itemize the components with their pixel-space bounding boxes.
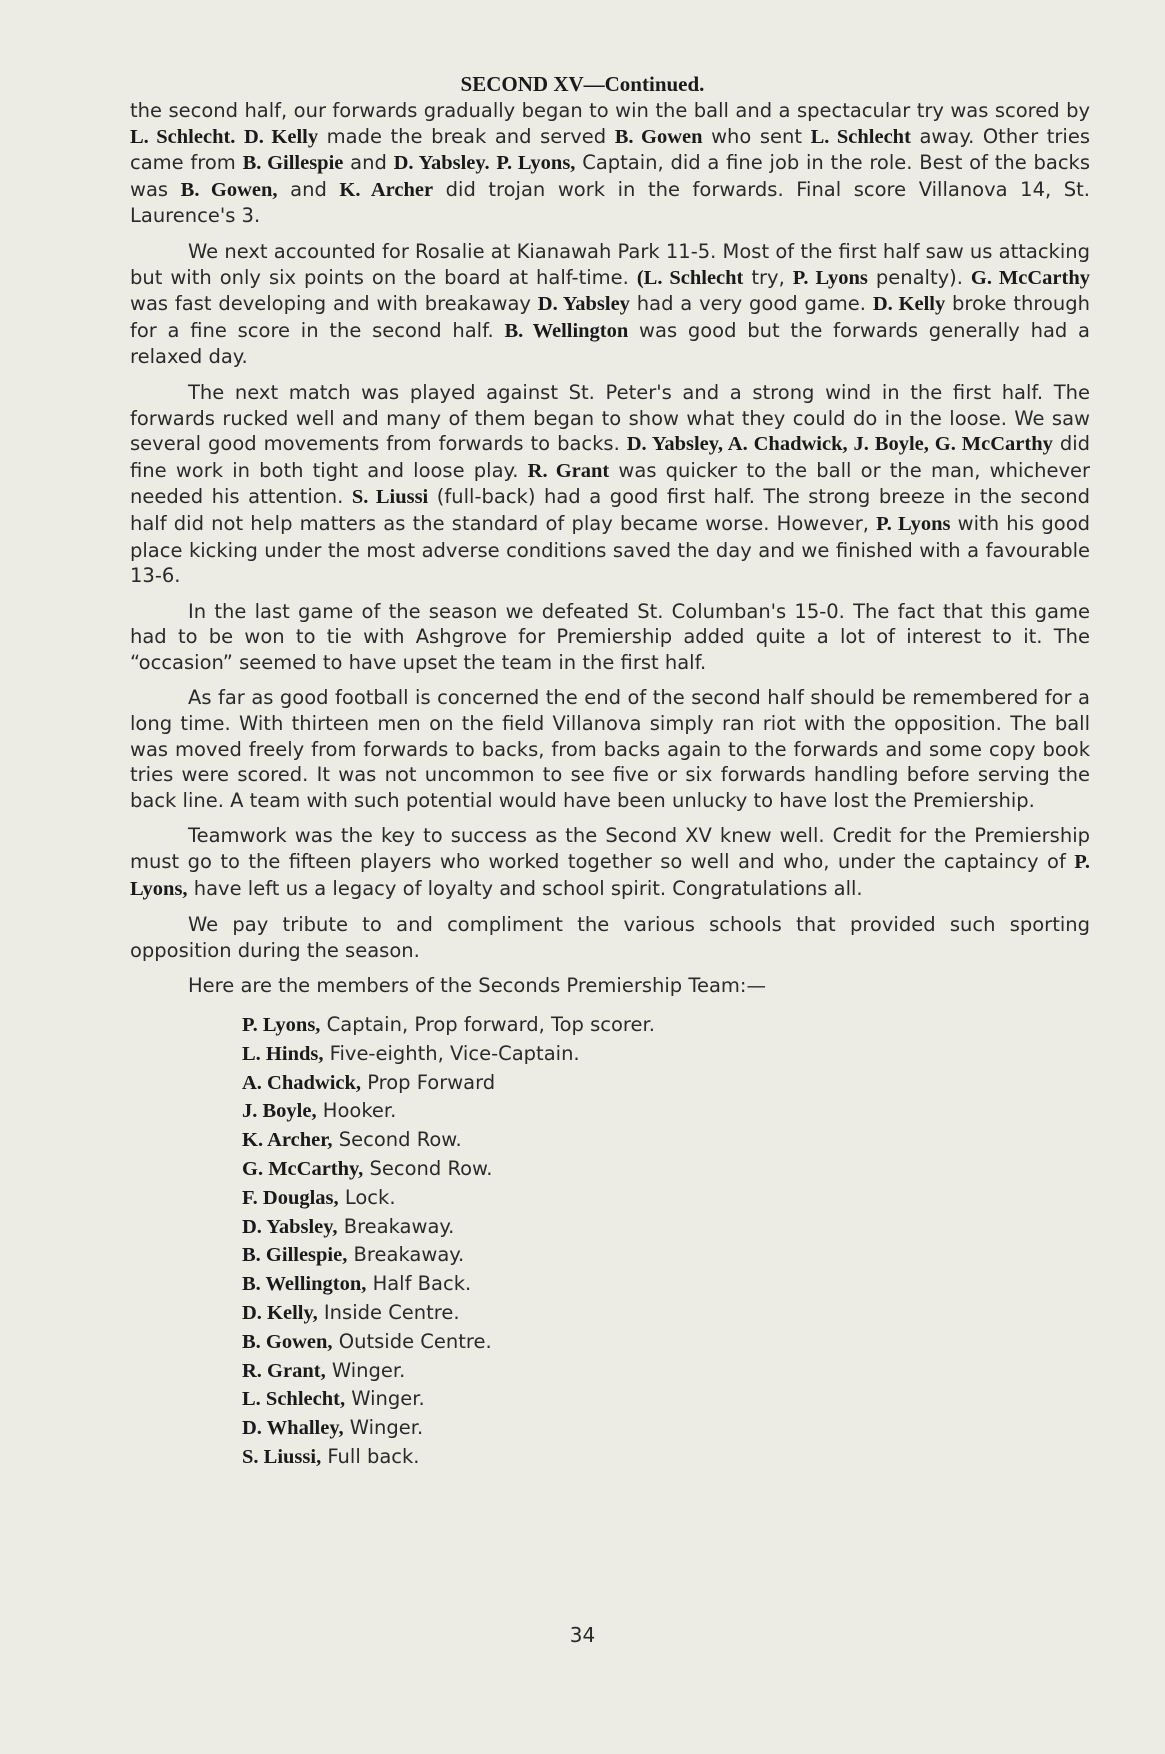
team-member-name: B. Gowen,	[242, 1330, 333, 1353]
player-name: R. Grant	[527, 459, 610, 482]
paragraph: Teamwork was the key to success as the Second XV knew well. Credit for the Premiership must go to the fifteen players who worked together so well and who, under the captaincy of P. Lyons, have left us a legacy of loyalty and school spirit. Congratulations all.	[130, 824, 1090, 900]
team-member-role: Outside Centre.	[332, 1329, 492, 1353]
page-heading: SECOND XV—Continued.	[460, 72, 705, 96]
team-member	[242, 1357, 1090, 1386]
player-name: B. Gowen	[614, 125, 703, 148]
player-name: D. Yabsley, A. Chadwick, J. Boyle, G. McCarthy	[626, 433, 1053, 456]
player-name: L. Schlecht.	[130, 125, 236, 148]
team-member-role: Half Back.	[366, 1272, 472, 1296]
paragraph: We pay tribute to and compliment the various schools that provided such sporting opposition during the season.	[130, 913, 1090, 962]
team-member-name: L. Hinds,	[242, 1042, 324, 1065]
player-name: P. Lyons	[876, 512, 951, 535]
player-name: B. Gillespie	[242, 152, 344, 175]
team-member	[242, 1443, 1090, 1472]
team-member-role: Breakaway.	[337, 1214, 455, 1238]
team-member-name: P. Lyons,	[242, 1014, 321, 1036]
team-member-name: S. Liussi,	[242, 1445, 322, 1468]
team-member-role: Hooker.	[316, 1099, 397, 1123]
paragraph: the second half, our forwards gradually began to win the ball and a spectacular try was scored by L. Schlecht. D. Kelly made the break and served B. Gowen who sent L. Schlecht away. Other tries came from B. Gillespie and D. Yabsley. P. Lyons, Captain, did a fine job in the role. Best of the backs was B. Gowen, and K. Archer did trojan work in the forwards. Final score Villanova 14, St. Laurence's 3.	[130, 99, 1090, 228]
team-member-name: A. Chadwick,	[242, 1071, 362, 1094]
player-name: L. Schlecht	[810, 125, 911, 148]
team-member-name: G. McCarthy,	[242, 1157, 364, 1180]
team-member	[242, 1241, 1090, 1270]
team-member-role: Inside Centre.	[317, 1300, 460, 1324]
paragraph: The next match was played against St. Peter's and a strong wind in the first half. The forwards rucked well and many of them began to show what they could do in the loose. We saw several good movements from forwards to backs. D. Yabsley, A. Chadwick, J. Boyle, G. McCarthy did fine work in both tight and loose play. R. Grant was quicker to the ball or the man, whichever needed his attention. S. Liussi (full-back) had a good first half. The strong breeze in the second half did not help matters as the standard of play became worse. However, P. Lyons with his good place kicking under the most adverse conditions saved the day and we finished with a favourable 13-6.	[130, 380, 1091, 588]
team-member	[242, 1270, 1090, 1299]
team-member-role: Winger.	[343, 1416, 424, 1440]
team-member-role: Winger.	[345, 1387, 425, 1411]
paragraph: Here are the members of the Seconds Premiership Team:—	[188, 974, 766, 998]
team-member	[242, 1328, 1090, 1357]
team-member-name: B. Wellington,	[242, 1273, 367, 1296]
paragraph: As far as good football is concerned the end of the second half should be remembered for a long time. With thirteen men on the field Villanova simply ran riot with the opposition. The ball was moved freely from forwards to backs, from backs again to the forwards and some copy book tries were scored. It was not uncommon to see five or six forwards handling before serving the back line. A team with such potential would have been unlucky to have lost the Premiership.	[130, 686, 1090, 812]
team-member	[242, 1126, 1090, 1155]
player-name: D. Kelly	[244, 125, 319, 148]
team-member-role: Full back.	[321, 1444, 420, 1468]
team-member-name: R. Grant,	[242, 1359, 326, 1382]
player-name: D. Kelly	[872, 293, 946, 316]
team-member-name: D. Yabsley,	[242, 1215, 338, 1238]
player-name: P. Lyons,	[130, 851, 1090, 900]
team-member-role: Second Row.	[332, 1128, 462, 1152]
team-member	[242, 1385, 1090, 1414]
team-member-name: B. Gillespie,	[242, 1244, 348, 1267]
player-name: D. Yabsley.	[393, 152, 490, 175]
team-member-role: Lock.	[338, 1185, 396, 1209]
player-name: B. Wellington	[504, 319, 629, 342]
team-member	[242, 1299, 1090, 1328]
team-list	[242, 1011, 1090, 1472]
team-member-name: F. Douglas,	[242, 1186, 339, 1209]
paragraph: We next accounted for Rosalie at Kianawah Park 11-5. Most of the first half saw us attacking but with only six points on the board at half-time. (L. Schlecht try, P. Lyons penalty). G. McCarthy was fast developing and with breakaway D. Yabsley had a very good game. D. Kelly broke through for a fine score in the second half. B. Wellington was good but the forwards generally had a relaxed day.	[130, 239, 1091, 369]
team-member	[242, 1213, 1090, 1242]
team-member	[242, 1414, 1090, 1443]
team-member	[242, 1040, 1090, 1069]
player-name: P. Lyons,	[496, 152, 576, 175]
player-name: G. McCarthy	[970, 266, 1090, 289]
team-member-name: K. Archer,	[242, 1129, 333, 1152]
team-member-role: Winger.	[325, 1358, 406, 1382]
player-name: S. Liussi	[351, 486, 429, 509]
player-name: K. Archer	[339, 178, 434, 201]
team-member-name: D. Whalley,	[242, 1417, 344, 1440]
team-member-role: Prop Forward	[361, 1070, 496, 1094]
team-member	[242, 1011, 1090, 1040]
team-member-name: J. Boyle,	[242, 1100, 317, 1123]
team-member-role: Second Row.	[363, 1156, 493, 1180]
team-member	[242, 1069, 1090, 1098]
team-member	[242, 1155, 1090, 1184]
player-name: B. Gowen,	[180, 178, 278, 201]
player-name: (L. Schlecht	[636, 266, 744, 289]
player-name: D. Yabsley	[537, 293, 630, 316]
team-member-role: Breakaway.	[347, 1243, 465, 1267]
player-name: P. Lyons	[792, 266, 868, 289]
paragraph: In the last game of the season we defeated St. Columban's 15-0. The fact that this game had to be won to tie with Ashgrove for Premiership added quite a lot of interest to it. The “occasion” seemed to have upset the team in the first half.	[130, 599, 1090, 674]
team-member-role: Captain, Prop forward, Top scorer.	[320, 1013, 655, 1036]
team-member	[242, 1184, 1090, 1213]
team-member-name: D. Kelly,	[242, 1301, 318, 1324]
team-member	[242, 1097, 1090, 1126]
article-body	[130, 98, 1090, 1472]
page-number: 34	[569, 1623, 596, 1647]
team-member-name: L. Schlecht,	[242, 1388, 346, 1411]
team-member-role: Five-eighth, Vice-Captain.	[323, 1041, 580, 1065]
